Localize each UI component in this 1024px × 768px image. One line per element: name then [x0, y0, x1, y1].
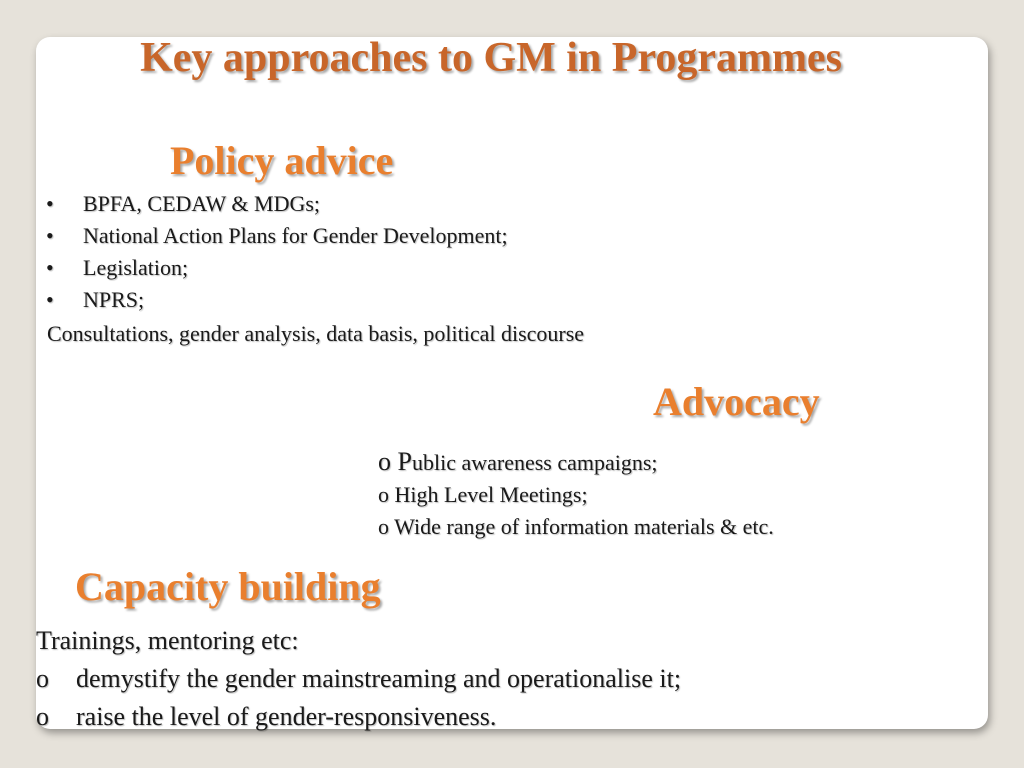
capacity-building-heading: Capacity building [75, 564, 381, 609]
slide-title: Key approaches to GM in Programmes [140, 35, 842, 81]
list-item-text: High Level Meetings; [394, 482, 588, 507]
list-item-text: Legislation; [83, 255, 189, 280]
list-item [44, 220, 508, 252]
list-item [378, 479, 774, 511]
list-item-text: NPRS; [83, 287, 145, 312]
list-item-text: National Action Plans for Gender Development; [83, 223, 508, 248]
list-marker: o [36, 664, 49, 693]
policy-advice-list [44, 188, 508, 316]
bullet-icon: • [46, 287, 54, 312]
list-item-lead: P [397, 447, 412, 476]
list-marker: o [378, 514, 395, 539]
policy-advice-note: Consultations, gender analysis, data basis, political discourse [47, 321, 585, 346]
list-item-text: Wide range of information materials & etc. [394, 514, 774, 539]
list-item-text: demystify the gender mainstreaming and operationalise it; [76, 664, 682, 693]
list-marker: o [36, 702, 49, 731]
list-item [378, 446, 774, 479]
list-marker: o [378, 482, 395, 507]
capacity-building-intro: Trainings, mentoring etc: [36, 626, 299, 655]
bullet-icon: • [46, 255, 54, 280]
advocacy-list [378, 446, 774, 543]
list-item-text: BPFA, CEDAW & MDGs; [83, 191, 321, 216]
policy-advice-heading: Policy advice [170, 138, 394, 183]
list-item [36, 660, 681, 698]
capacity-building-list [36, 660, 681, 736]
advocacy-heading: Advocacy [653, 379, 820, 424]
list-item [378, 511, 774, 543]
list-item [44, 252, 508, 284]
list-item-text: ublic awareness campaigns; [411, 450, 658, 475]
bullet-icon: • [46, 191, 54, 216]
list-item [36, 698, 681, 736]
list-marker: o [378, 447, 398, 476]
list-item [44, 284, 508, 316]
list-item [44, 188, 508, 220]
bullet-icon: • [46, 223, 54, 248]
list-item-text: raise the level of gender-responsiveness. [76, 702, 497, 731]
